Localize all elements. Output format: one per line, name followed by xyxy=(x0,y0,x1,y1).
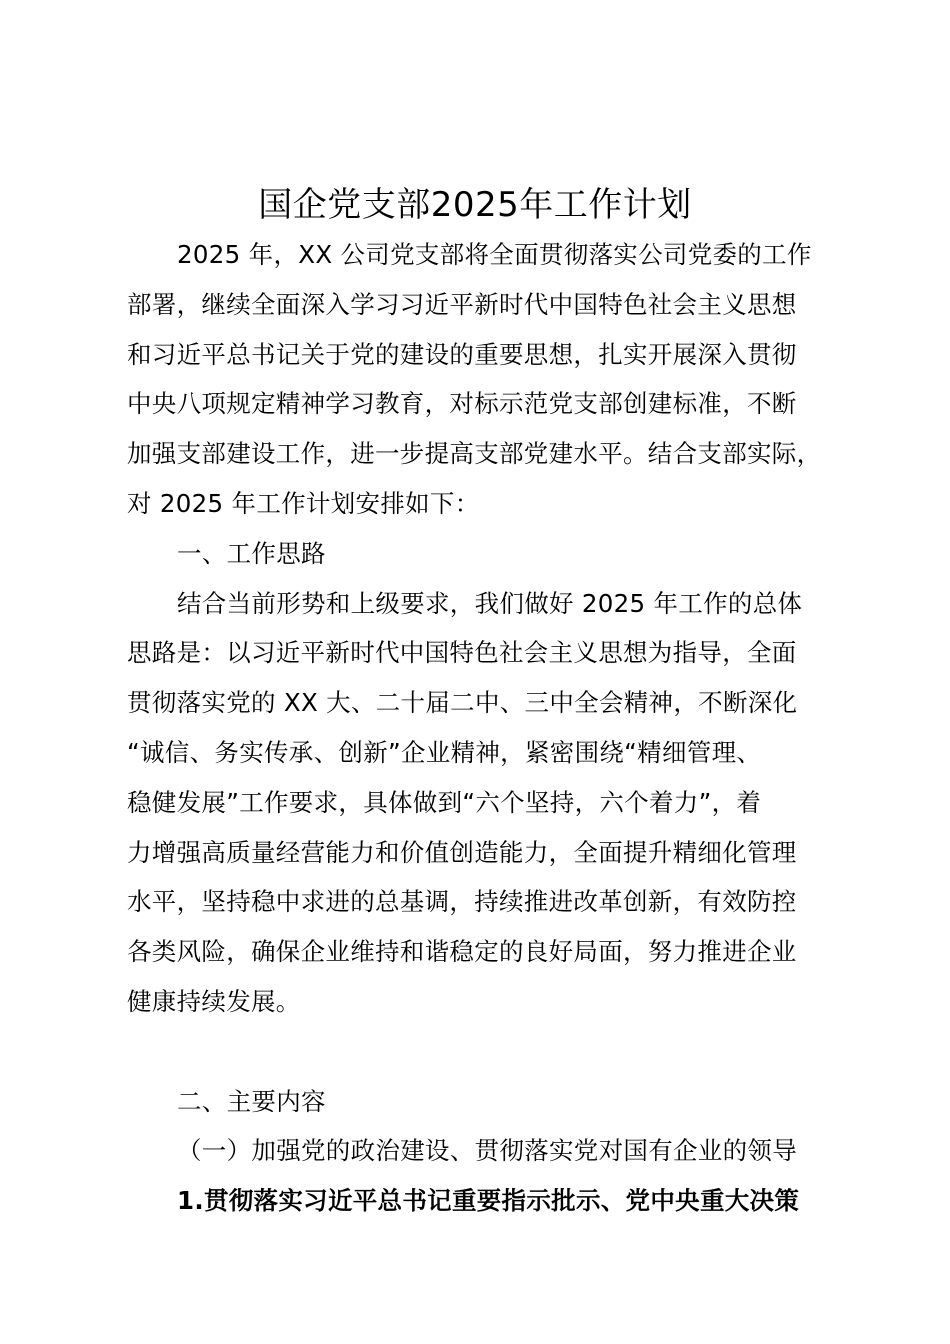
subsection-heading: （一）加强党的政治建设、贯彻落实党对国有企业的领导 xyxy=(177,1136,797,1166)
paragraph-line: 思路是：以习近平新时代中国特色社会主义思想为指导，全面 xyxy=(127,638,797,668)
paragraph-line: 和习近平总书记关于党的建设的重要思想，扎实开展深入贯彻 xyxy=(127,339,797,369)
document-title: 国企党支部2025年工作计划 xyxy=(258,185,692,225)
paragraph-line: 加强支部建设工作，进一步提高支部党建水平。结合支部实际， xyxy=(127,439,822,469)
paragraph-line: 2025 年，XX 公司党支部将全面贯彻落实公司党委的工作 xyxy=(177,240,812,269)
paragraph-line: 部署，继续全面深入学习习近平新时代中国特色社会主义思想 xyxy=(127,289,797,319)
paragraph-gap xyxy=(127,1027,832,1077)
paragraph-line: “诚信、务实传承、创新”企业精神，紧密围绕“精细管理、 xyxy=(127,737,762,767)
paragraph-line: 中央八项规定精神学习教育，对标示范党支部创建标准，不断 xyxy=(127,389,797,419)
paragraph-line: 水平，坚持稳中求进的总基调，持续推进改革创新，有效防控 xyxy=(127,887,797,917)
paragraph-line: 对 2025 年工作计划安排如下： xyxy=(127,488,480,518)
item-heading: 1.贯彻落实习近平总书记重要指示批示、党中央重大决策 xyxy=(177,1186,800,1216)
paragraph-line: 贯彻落实党的 XX 大、二十届二中、三中全会精神，不断深化 xyxy=(127,688,798,718)
paragraph-line: 结合当前形势和上级要求，我们做好 2025 年工作的总体 xyxy=(177,588,803,618)
section-heading: 二、主要内容 xyxy=(177,1086,326,1116)
paragraph-line: 稳健发展”工作要求，具体做到“六个坚持，六个着力”，着 xyxy=(127,787,762,817)
document-body xyxy=(127,230,832,1226)
paragraph-line: 各类风险，确保企业维持和谐稳定的良好局面，努力推进企业 xyxy=(127,937,797,967)
section-heading: 一、工作思路 xyxy=(177,538,326,568)
paragraph-line: 力增强高质量经营能力和价值创造能力，全面提升精细化管理 xyxy=(127,837,797,867)
paragraph-line: 健康持续发展。 xyxy=(127,986,301,1016)
